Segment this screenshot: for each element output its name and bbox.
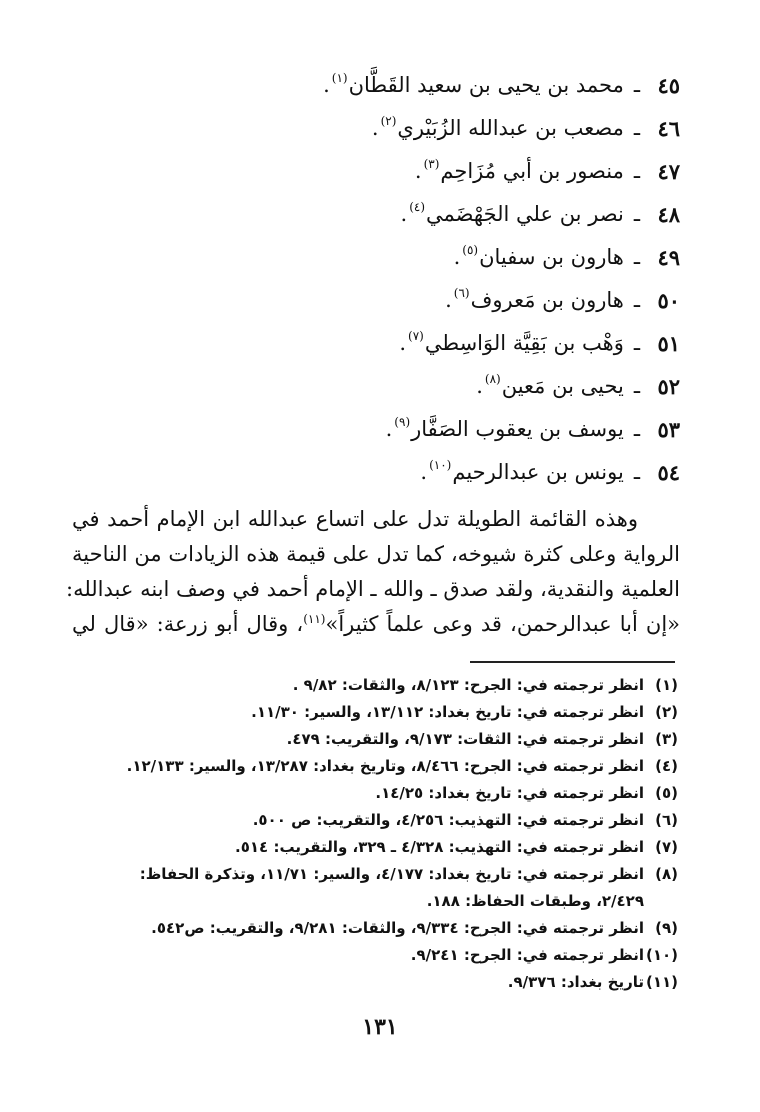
footnote-number: (٨) [655,865,678,883]
narrator-name: يونس بن عبدالرحيم [452,460,624,484]
footnote-reference[interactable]: (١) [331,71,348,85]
footnote [72,834,678,861]
page-number: ١٣١ [362,1014,398,1040]
paragraph-line: الرواية وعلى كثرة شيوخه، كما تدل على قيمة هذه الزيادات من الناحية [72,542,680,566]
list-item [80,193,680,236]
footnote-text: انظر ترجمته في: الثقات: ٩/١٧٣، والتقريب: ٤٧٩. [286,730,644,748]
footnote-continuation: ٢/٤٢٩، وطبقات الحفاظ: ١٨٨. [426,892,644,910]
list-item [80,408,680,451]
narrator-name: منصور بن أبي مُزَاحِم [440,159,624,183]
body-paragraph [66,502,681,645]
footnote [72,915,678,942]
footnotes [72,672,678,996]
footnote [72,969,678,996]
footnote-text: انظر ترجمته في: تاريخ بغداد: ٤/١٧٧، والسير: ١١/٧١، وتذكرة الحفاظ: [139,865,644,883]
narrator-name: يحيى بن مَعين [501,374,624,398]
item-dash: ـ [633,245,640,269]
item-period: . [371,116,379,140]
item-dash: ـ [633,202,640,226]
footnote-number: (٩) [655,919,678,937]
footnote-number: (١) [655,676,678,694]
footnote [72,780,678,807]
paragraph-line [72,607,680,645]
item-dash: ـ [633,116,640,140]
item-period: . [453,245,461,269]
item-period: . [414,159,422,183]
footnote [72,753,678,780]
list-item [80,150,680,193]
footnote-number: (٥) [655,784,678,802]
item-dash: ـ [633,374,640,398]
quote-text: «إن أبا عبدالرحمن، قد وعى علماً كثيراً» [325,612,681,636]
narrator-name: محمد بن يحيى بن سعيد القَطَّان [348,73,624,97]
item-period: . [476,374,483,398]
footnote-reference[interactable]: (٤) [409,200,426,214]
item-number: ٤٩ [657,245,680,270]
item-number: ٤٥ [657,73,680,98]
footnote-reference[interactable]: (٩) [394,415,411,429]
narrator-name: يوسف بن يعقوب الصَفَّار [411,417,624,441]
narrator-name: وَهْب بن بَقِيَّة الوَاسِطي [424,331,624,355]
narrator-name: هارون بن سفيان [479,245,624,269]
quote-continuation: ، وقال أبو زرعة: «قال لي [72,612,304,636]
item-number: ٥٠ [657,288,680,313]
item-number: ٥٣ [657,417,680,442]
footnote-number: (٤) [655,757,678,775]
footnote-text: تاريخ بغداد: ٩/٣٧٦. [507,973,644,991]
narrators-list [80,64,680,494]
footnote-reference[interactable]: (٥) [462,243,479,257]
paragraph-line: العلمية والنقدية، ولقد صدق ـ والله ـ الإمام أحمد في وصف ابنه عبدالله: [66,577,680,601]
item-dash: ـ [633,331,640,355]
footnote-number: (٧) [655,838,678,856]
list-item [80,107,680,150]
footnote-reference[interactable]: (٢) [380,114,397,128]
narrator-name: مصعب بن عبدالله الزُبَيْري [397,116,624,140]
item-dash: ـ [633,288,640,312]
narrator-name: هارون بن مَعروف [470,288,624,312]
footnote-number: (٣) [655,730,678,748]
item-period: . [323,73,330,97]
list-item [80,451,680,494]
footnote-reference[interactable]: (٦) [453,286,470,300]
footnote [72,942,678,969]
item-dash: ـ [633,159,640,183]
list-item [80,279,680,322]
footnote-number: (١١) [645,973,678,991]
item-period: . [400,202,408,226]
list-item [80,322,680,365]
footnote-text: انظر ترجمته في: الجرح: ٨/٤٦٦، وتاريخ بغداد: ١٣/٢٨٧، والسير: ١٢/١٣٣. [126,757,644,775]
footnote-reference[interactable]: (٧) [408,329,424,343]
footnote-reference[interactable]: (١٠) [429,458,452,472]
list-item [80,365,680,408]
footnote-number: (٦) [655,811,678,829]
list-item [80,236,680,279]
footnote-number: (١٠) [645,946,678,964]
item-period: . [399,331,407,355]
item-number: ٥٤ [657,460,680,485]
item-number: ٥١ [657,331,680,356]
footnote-reference[interactable]: (٨) [484,372,501,386]
footnote-text: انظر ترجمته في: الجرح: ٩/٢٤١. [410,946,644,964]
item-period: . [385,417,393,441]
paragraph-line: وهذه القائمة الطويلة تدل على اتساع عبدالله ابن الإمام أحمد في [72,507,638,531]
item-dash: ـ [633,460,640,484]
item-number: ٤٨ [657,202,680,227]
footnote-text: انظر ترجمته في: الجرح: ٨/١٢٣، والثقات: ٩/٨٢ . [292,676,644,694]
footnote [72,861,678,888]
item-period: . [420,460,428,484]
footnote-text: انظر ترجمته في: التهذيب: ٤/٣٢٨ ـ ٣٢٩، والتقريب: ٥١٤. [235,838,644,856]
item-number: ٤٦ [657,116,680,141]
footnote [72,807,678,834]
footnote-separator [470,661,675,663]
footnote-reference[interactable]: (١١) [303,612,326,626]
item-dash: ـ [633,73,640,97]
footnote-text: انظر ترجمته في: الجرح: ٩/٣٣٤، والثقات: ٩/٢٨١، والتقريب: ص٥٤٢. [151,919,644,937]
footnote-number: (٢) [655,703,678,721]
footnote-text: انظر ترجمته في: تاريخ بغداد: ١٤/٢٥. [375,784,644,802]
item-number: ٤٧ [657,159,680,184]
footnote [72,726,678,753]
item-number: ٥٢ [657,374,680,399]
footnote-text: انظر ترجمته في: التهذيب: ٤/٢٥٦، والتقريب: ص ٥٠٠. [252,811,644,829]
footnote-text: انظر ترجمته في: تاريخ بغداد: ١٣/١١٢، والسير: ١١/٣٠. [251,703,644,721]
narrator-name: نصر بن علي الجَهْضَمي [426,202,624,226]
footnote [72,699,678,726]
item-period: . [445,288,452,312]
footnote-reference[interactable]: (٣) [423,157,440,171]
item-dash: ـ [633,417,640,441]
footnote [72,672,678,699]
